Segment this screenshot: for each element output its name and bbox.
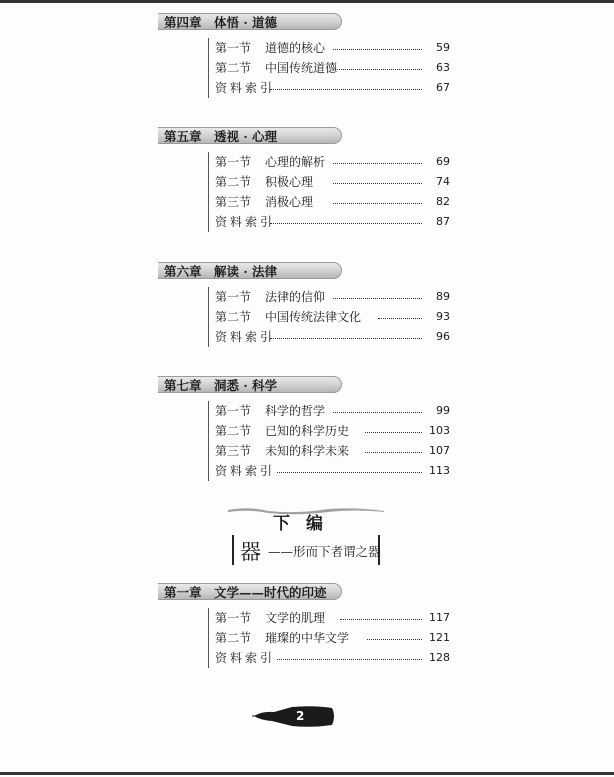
toc-entry[interactable] xyxy=(215,307,450,327)
page-number: 93 xyxy=(436,310,450,323)
section-label: 资料索引 xyxy=(215,651,276,665)
dot-leader xyxy=(333,49,422,50)
dot-leader xyxy=(333,69,422,70)
page-number: 89 xyxy=(436,290,450,303)
dot-leader xyxy=(277,472,422,473)
part-subtitle: ——形而下者谓之器 xyxy=(268,544,381,559)
chapter-entries xyxy=(208,287,458,347)
chapter-title: 第四章 体悟 · 道德 xyxy=(158,13,342,30)
entry-title: 科学的哲学 xyxy=(265,404,326,418)
entry-title: 心理的解析 xyxy=(265,155,326,169)
toc-entry[interactable] xyxy=(215,648,450,668)
entry-title: 已知的科学历史 xyxy=(265,424,350,438)
top-rule xyxy=(0,0,614,3)
section-label: 资料索引 xyxy=(215,215,276,229)
page-number: 87 xyxy=(436,215,450,228)
section-label: 第二节 xyxy=(215,175,252,189)
chapter-title: 第七章 洞悉 · 科学 xyxy=(158,376,342,393)
section-label: 资料索引 xyxy=(215,81,276,95)
section-label: 第一节 xyxy=(215,611,252,625)
dot-leader xyxy=(270,89,422,90)
section-label: 第三节 xyxy=(215,195,252,209)
page-number: 63 xyxy=(436,61,450,74)
page-number-label: 2 xyxy=(296,709,305,723)
page-number: 74 xyxy=(436,175,450,188)
page-number: 121 xyxy=(429,631,450,644)
dot-leader xyxy=(270,223,422,224)
dot-leader xyxy=(333,412,422,413)
toc-entry[interactable] xyxy=(215,152,450,172)
section-label: 第一节 xyxy=(215,155,252,169)
entry-title: 文学的肌理 xyxy=(265,611,326,625)
dot-leader xyxy=(333,163,422,164)
section-label: 第二节 xyxy=(215,424,252,438)
page-number: 67 xyxy=(436,81,450,94)
chapter-4 xyxy=(158,13,458,98)
bottom-rule xyxy=(0,772,614,775)
chapter-6 xyxy=(158,262,458,347)
page-number: 113 xyxy=(429,464,450,477)
chapter-title: 第五章 透视 · 心理 xyxy=(158,127,342,144)
toc-entry[interactable] xyxy=(215,58,450,78)
part-heading xyxy=(228,505,384,567)
page-number: 107 xyxy=(429,444,450,457)
page-number: 103 xyxy=(429,424,450,437)
entry-title: 中国传统法律文化 xyxy=(265,310,362,324)
dot-leader xyxy=(367,639,422,640)
toc-entry[interactable] xyxy=(215,628,450,648)
chapter-entries xyxy=(208,401,458,481)
section-label: 资料索引 xyxy=(215,330,276,344)
part-title: 下编 xyxy=(273,514,339,534)
entry-title: 未知的科学未来 xyxy=(265,444,350,458)
dot-leader xyxy=(333,203,422,204)
section-label: 第一节 xyxy=(215,290,252,304)
dot-leader xyxy=(277,659,422,660)
chapter-1-lower xyxy=(158,583,458,668)
entry-title: 积极心理 xyxy=(265,175,314,189)
toc-entry[interactable] xyxy=(215,287,450,307)
toc-entry[interactable] xyxy=(215,608,450,628)
entry-title: 消极心理 xyxy=(265,195,314,209)
page-number: 59 xyxy=(436,41,450,54)
dot-leader xyxy=(365,452,422,453)
section-label: 第一节 xyxy=(215,404,252,418)
section-label: 第一节 xyxy=(215,41,252,55)
page-number: 96 xyxy=(436,330,450,343)
toc-entry[interactable] xyxy=(215,421,450,441)
chapter-title: 第六章 解读 · 法律 xyxy=(158,262,342,279)
dot-leader xyxy=(365,432,422,433)
entry-title: 法律的信仰 xyxy=(265,290,326,304)
dot-leader xyxy=(270,338,422,339)
toc-entry[interactable] xyxy=(215,327,450,347)
section-label: 第二节 xyxy=(215,310,252,324)
section-label: 第三节 xyxy=(215,444,252,458)
chapter-entries xyxy=(208,38,458,98)
entry-title: 璀璨的中华文学 xyxy=(265,631,350,645)
chapter-entries xyxy=(208,152,458,232)
toc-entry[interactable] xyxy=(215,172,450,192)
page-number: 128 xyxy=(429,651,450,664)
entry-title: 中国传统道德 xyxy=(265,61,338,75)
dot-leader xyxy=(333,183,422,184)
page-number-brush xyxy=(252,703,336,729)
page-number: 82 xyxy=(436,195,450,208)
part-calligraphy-char: 器 xyxy=(240,540,261,564)
part-subtitle-frame xyxy=(232,535,380,565)
toc-entry[interactable] xyxy=(215,461,450,481)
dot-leader xyxy=(340,619,422,620)
page-number: 117 xyxy=(429,611,450,624)
page-number: 99 xyxy=(436,404,450,417)
toc-entry[interactable] xyxy=(215,78,450,98)
dot-leader xyxy=(378,318,422,319)
page-number: 69 xyxy=(436,155,450,168)
chapter-5 xyxy=(158,127,458,232)
toc-entry[interactable] xyxy=(215,441,450,461)
toc-entry[interactable] xyxy=(215,212,450,232)
section-label: 资料索引 xyxy=(215,464,276,478)
section-label: 第二节 xyxy=(215,631,252,645)
chapter-entries xyxy=(208,608,458,668)
chapter-title: 第一章 文学——时代的印迹 xyxy=(158,583,342,600)
toc-entry[interactable] xyxy=(215,38,450,58)
dot-leader xyxy=(333,298,422,299)
chapter-7 xyxy=(158,376,458,481)
toc-entry[interactable] xyxy=(215,401,450,421)
section-label: 第二节 xyxy=(215,61,252,75)
toc-entry[interactable] xyxy=(215,192,450,212)
entry-title: 道德的核心 xyxy=(265,41,326,55)
